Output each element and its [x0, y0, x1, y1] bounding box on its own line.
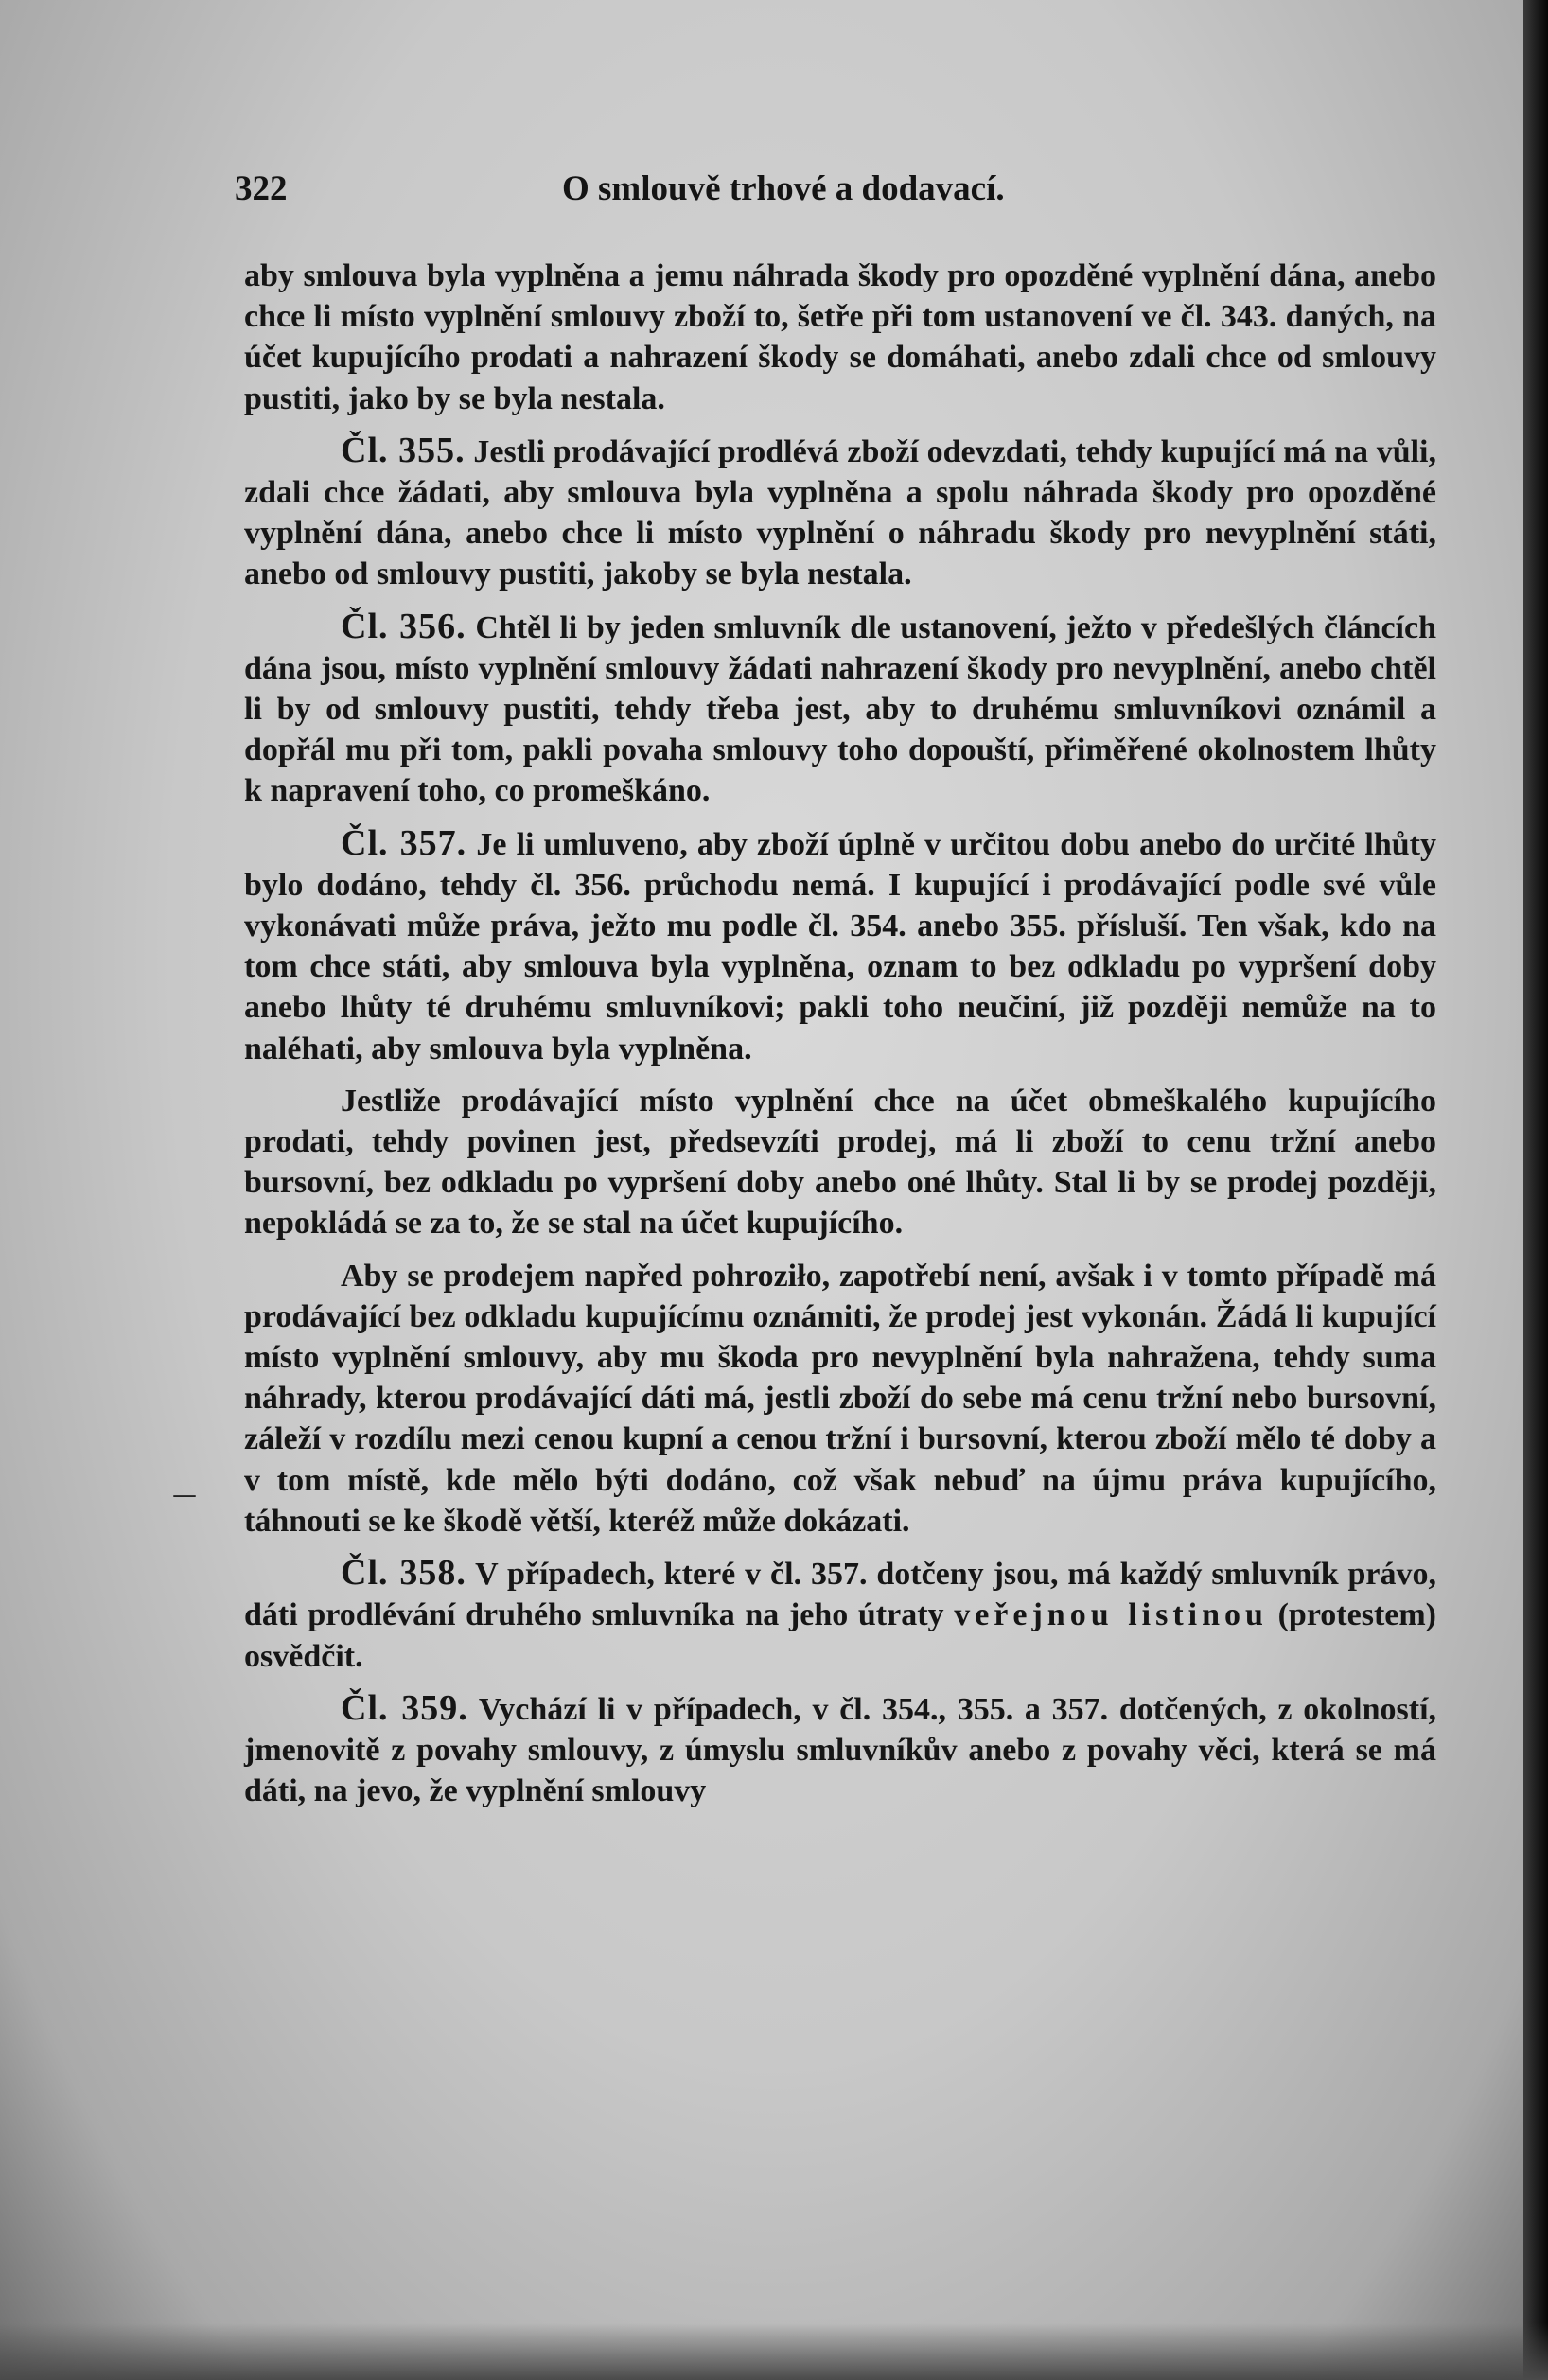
page-bottom-shadow — [0, 2323, 1548, 2380]
article-356 — [244, 607, 1436, 812]
page-number: 322 — [235, 169, 288, 208]
article-357 — [244, 823, 1436, 1069]
paragraph-text: Vychází li v případech, v čl. 354., 355. a 357. dotčených, z okolností, jmenovitě z povahy smlouvy, z úmyslu smluvníkův anebo z povahy věci, která se má dáti, na jevo, že vyplnění smlouvy — [244, 1691, 1437, 1809]
paragraph-text: Jestli prodávající prodlévá zboží odevzdati, tehdy kupující má na vůli, zdali chce žádati, aby smlouva byla vyplněna a spolu náhrada škody pro opozděné vyplnění dána, anebo chce li místo vyplnění o náhradu škody pro nevyplnění státi, anebo od smlouvy pustiti, jakoby se byla nestala. — [244, 433, 1437, 592]
running-title: O smlouvě trhové a dodavací. — [562, 169, 1005, 208]
article-355 — [244, 431, 1436, 595]
article-357-paragraph-2 — [244, 1081, 1436, 1244]
paragraph-text: Je li umluveno, aby zboží úplně v určitou dobu anebo do určité lhůty bylo dodáno, tehdy čl. 356. průchodu nemá. I kupující i prodávající podle své vůle vykonávati může práva, ježto mu podle čl. 354. anebo 355. přísluší. Ten však, kdo na tom chce státi, aby smlouva byla vyplněna, oznam to bez odkladu po vypršení doby anebo lhůty té druhému smluvníkovi; pakli toho neučiní, již později nemůže na to naléhati, aby smlouva byla vyplněna. — [244, 826, 1436, 1067]
running-header — [235, 168, 1465, 221]
paragraph-continuation — [244, 256, 1436, 419]
margin-dash-mark: — — [172, 1481, 197, 1509]
paragraph-text: aby smlouva byla vyplněna a jemu náhrada škody pro opozděné vyplnění dána, anebo chce li místo vyplnění smlouvy zboží to, šetře při tom ustanovení ve čl. 343. daných, na účet kupujícího prodati a nahrazení škody se domáhati, anebo zdali chce od smlouvy pustiti, jako by se byla nestala. — [244, 258, 1436, 416]
article-label: Čl. 359. — [341, 1687, 468, 1728]
paragraph-text: Aby se prodejem napřed pohroziło, zapotřebí není, avšak i v tomto případě má prodávající bez odkladu kupujícímu oznámiti, že prodej jest vykonán. Žádá li kupující místo vyplnění smlouvy, aby mu škoda pro nevyplnění byla nahražena, tehdy suma náhrady, kterou prodávající dáti má, jestli zboží do sebe má cenu tržní nebo bursovní, záleží v rozdílu mezi cenou kupní a cenou tržní i bursovní, kterou zboží mělo té doby a v tom místě, kde mělo býti dodáno, což však nebuď na újmu práva kupujícího, táhnouti se ke škodě větší, kteréž může dokázati. — [244, 1258, 1436, 1539]
paragraph-text-end: (protestem) osvědčit. — [244, 1597, 1437, 1674]
article-label: Čl. 356. — [341, 606, 466, 646]
article-label: Čl. 357. — [341, 822, 467, 863]
article-359 — [244, 1688, 1436, 1812]
paragraph-text: Jestliže prodávající místo vyplnění chce na účet obmeškalého kupujícího prodati, tehdy povinen jest, předsevzíti prodej, má li zboží to cenu tržní anebo bursovní, bez odkladu po vypršení doby anebo oné lhůty. Stal li by se prodej později, nepokládá se za to, že se stal na účet kupujícího. — [244, 1083, 1436, 1242]
page-edge-shadow — [1523, 0, 1548, 2380]
article-357-paragraph-3 — [244, 1256, 1436, 1542]
paragraph-text: V případech, které v čl. 357. dotčeny jsou, má každý smluvník právo, dáti prodlévání druhého smluvníka na jeho útraty — [244, 1557, 1436, 1633]
body-text — [244, 256, 1436, 1823]
article-label: Čl. 358. — [341, 1553, 466, 1594]
article-358 — [244, 1553, 1436, 1677]
spaced-emphasis-text: veřejnou listinou — [954, 1597, 1268, 1633]
article-label: Čl. 355. — [341, 430, 466, 470]
paragraph-text: Chtěl li by jeden smluvník dle ustanovení, ježto v předešlých článcích dána jsou, místo vyplnění smlouvy žádati nahrazení škody pro nevyplnění, anebo chtěl li by od smlouvy pustiti, tehdy třeba jest, aby to druhému smluvníkovi oznámil a dopřál mu při tom, pakli povaha smlouvy toho dopouští, přiměřené okolnostem lhůty k napravení toho, co promeškáno. — [244, 609, 1436, 809]
